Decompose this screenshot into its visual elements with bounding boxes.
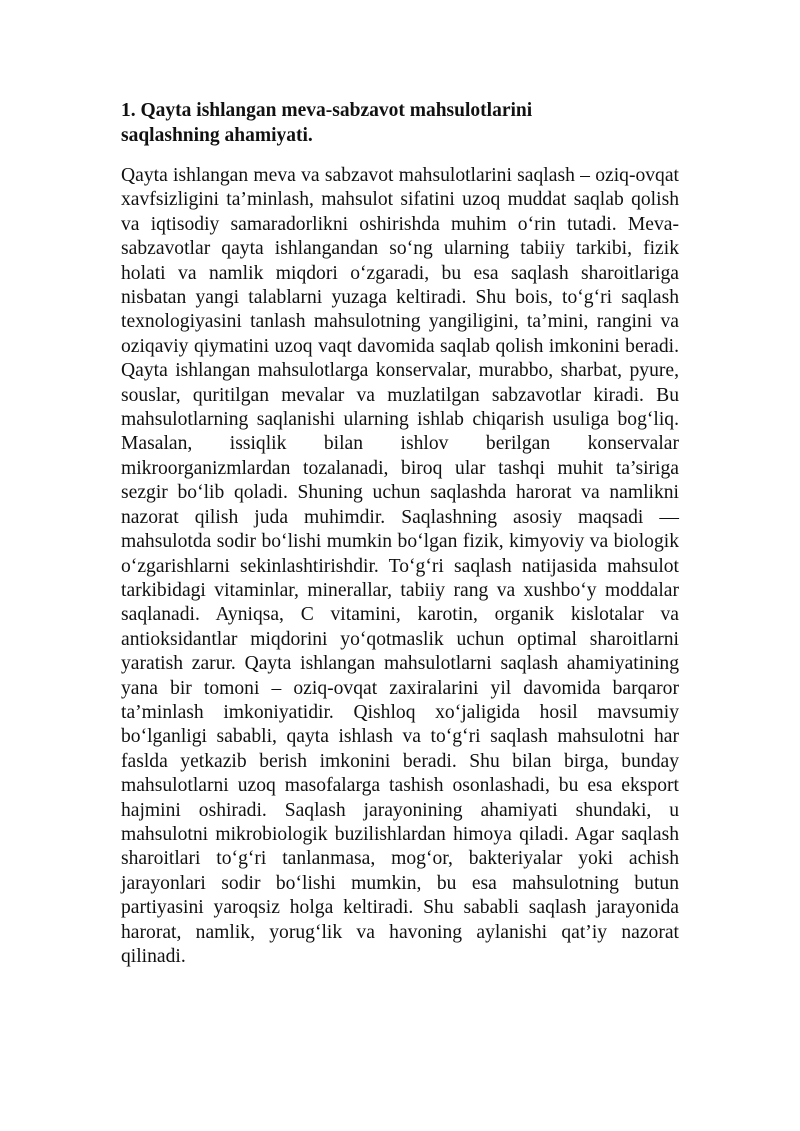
section-heading: 1. Qayta ishlangan meva-sabzavot mahsulotlarini saqlashning ahamiyati. <box>121 100 533 146</box>
document-page <box>121 98 679 969</box>
body-paragraph: Qayta ishlangan meva va sabzavot mahsulotlarini saqlash – oziq-ovqat xavfsizligini ta’minlash, mahsulot sifatini uzoq muddat saqlab qolish va iqtisodiy samaradorlikni oshirishda muhim o‘rin tutadi. Meva-sabzavotlar qayta ishlangandan so‘ng ularning tabiiy tarkibi, fizik holati va namlik miqdori o‘zgaradi, bu esa saqlash sharoitlariga nisbatan yangi talablarni yuzaga keltiradi. Shu bois, to‘g‘ri saqlash texnologiyasini tanlash mahsulotning yangiligini, ta’mini, rangini va oziqaviy qiymatini uzoq vaqt davomida saqlab qolish imkonini beradi. Qayta ishlangan mahsulotlarga konservalar, murabbo, sharbat, pyure, souslar, quritilgan mevalar va muzlatilgan sabzavotlar kiradi. Bu mahsulotlarning saqlanishi ularning ishlab chiqarish usuliga bog‘liq. Masalan, issiqlik bilan ishlov berilgan konservalar mikroorganizmlardan tozalanadi, biroq ular tashqi muhit ta’siriga sezgir bo‘lib qoladi. Shuning uchun saqlashda harorat va namlikni nazorat qilish juda muhimdir. Saqlashning asosiy maqsadi — mahsulotda sodir bo‘lishi mumkin bo‘lgan fizik, kimyoviy va biologik o‘zgarishlarni sekinlashtirishdir. To‘g‘ri saqlash natijasida mahsulot tarkibidagi vitaminlar, minerallar, tabiiy rang va xushbo‘y moddalar saqlanadi. Ayniqsa, C vitamini, karotin, organik kislotalar va antioksidantlar miqdorini yo‘qotmaslik uchun optimal sharoitlarni yaratish zarur. Qayta ishlangan mahsulotlarni saqlash ahamiyatining yana bir tomoni – oziq-ovqat zaxiralarini yil davomida barqaror ta’minlash imkoniyatidir. Qishloq xo‘jaligida hosil mavsumiy bo‘lganligi sababli, qayta ishlash va to‘g‘ri saqlash mahsulotni har faslda yetkazib berish imkonini beradi. Shu bilan birga, bunday mahsulotlarni uzoq masofalarga tashish osonlashadi, bu esa eksport hajmini oshiradi. Saqlash jarayonining ahamiyati shundaki, u mahsulotni mikrobiologik buzilishlardan himoya qiladi. Agar saqlash sharoitlari to‘g‘ri tanlanmasa, mog‘or, bakteriyalar yoki achish jarayonlari sodir bo‘lishi mumkin, bu esa mahsulotning butun partiyasini yaroqsiz holga keltiradi. Shu sababli saqlash jarayonida harorat, namlik, yorug‘lik va havoning aylanishi qat’iy nazorat qilinadi. <box>121 165 679 967</box>
